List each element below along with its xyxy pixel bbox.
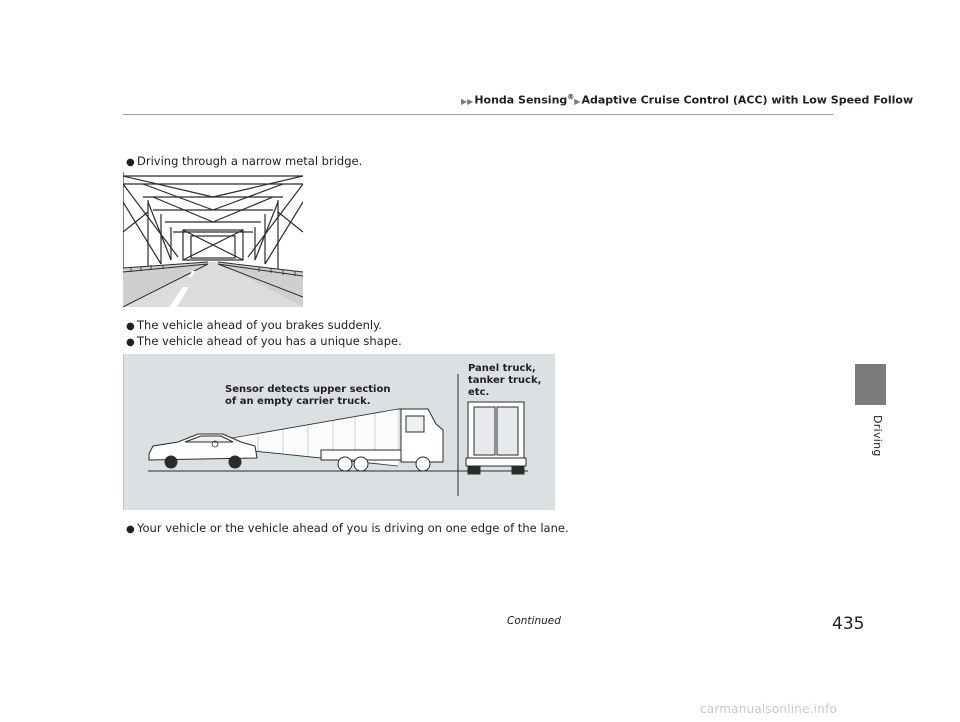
registered-mark: ® (567, 93, 575, 101)
triangle-icon: ▶ (574, 96, 581, 106)
bridge-illustration (123, 172, 303, 307)
panel-label-line1: Panel truck, (468, 363, 536, 374)
list-item (126, 154, 362, 168)
list-item-text: Driving through a narrow metal bridge. (137, 154, 363, 168)
bullet-icon: ● (126, 524, 135, 535)
bullet-icon: ● (126, 337, 135, 348)
breadcrumb-subsection: Adaptive Cruise Control (ACC) with Low Speed Follow (581, 93, 914, 107)
header-rule (123, 114, 833, 115)
sensor-label-line1: Sensor detects upper section (225, 384, 391, 395)
page-number: 435 (832, 614, 865, 634)
panel-label-line2: tanker truck, (468, 375, 542, 386)
list-item (126, 521, 569, 535)
breadcrumb-section: Honda Sensing (474, 93, 568, 107)
chapter-label: Driving (871, 415, 884, 457)
triangle-icon: ▶▶ (461, 96, 474, 106)
watermark: carmanualsonline.info (700, 702, 837, 716)
list-item (126, 334, 402, 348)
bullet-icon: ● (126, 157, 135, 168)
list-item-text: The vehicle ahead of you brakes suddenly. (137, 318, 382, 332)
panel-label-line3: etc. (468, 387, 490, 398)
sensor-label-line2: of an empty carrier truck. (225, 396, 371, 407)
list-item-text: The vehicle ahead of you has a unique shape. (137, 334, 402, 348)
continued-label: Continued (507, 615, 561, 627)
sensor-truck-illustration (123, 354, 555, 510)
list-item-text: Your vehicle or the vehicle ahead of you is driving on one edge of the lane. (137, 521, 569, 535)
list-item (126, 318, 382, 332)
bullet-icon: ● (126, 321, 135, 332)
chapter-tab (855, 364, 886, 405)
breadcrumb (461, 93, 913, 107)
